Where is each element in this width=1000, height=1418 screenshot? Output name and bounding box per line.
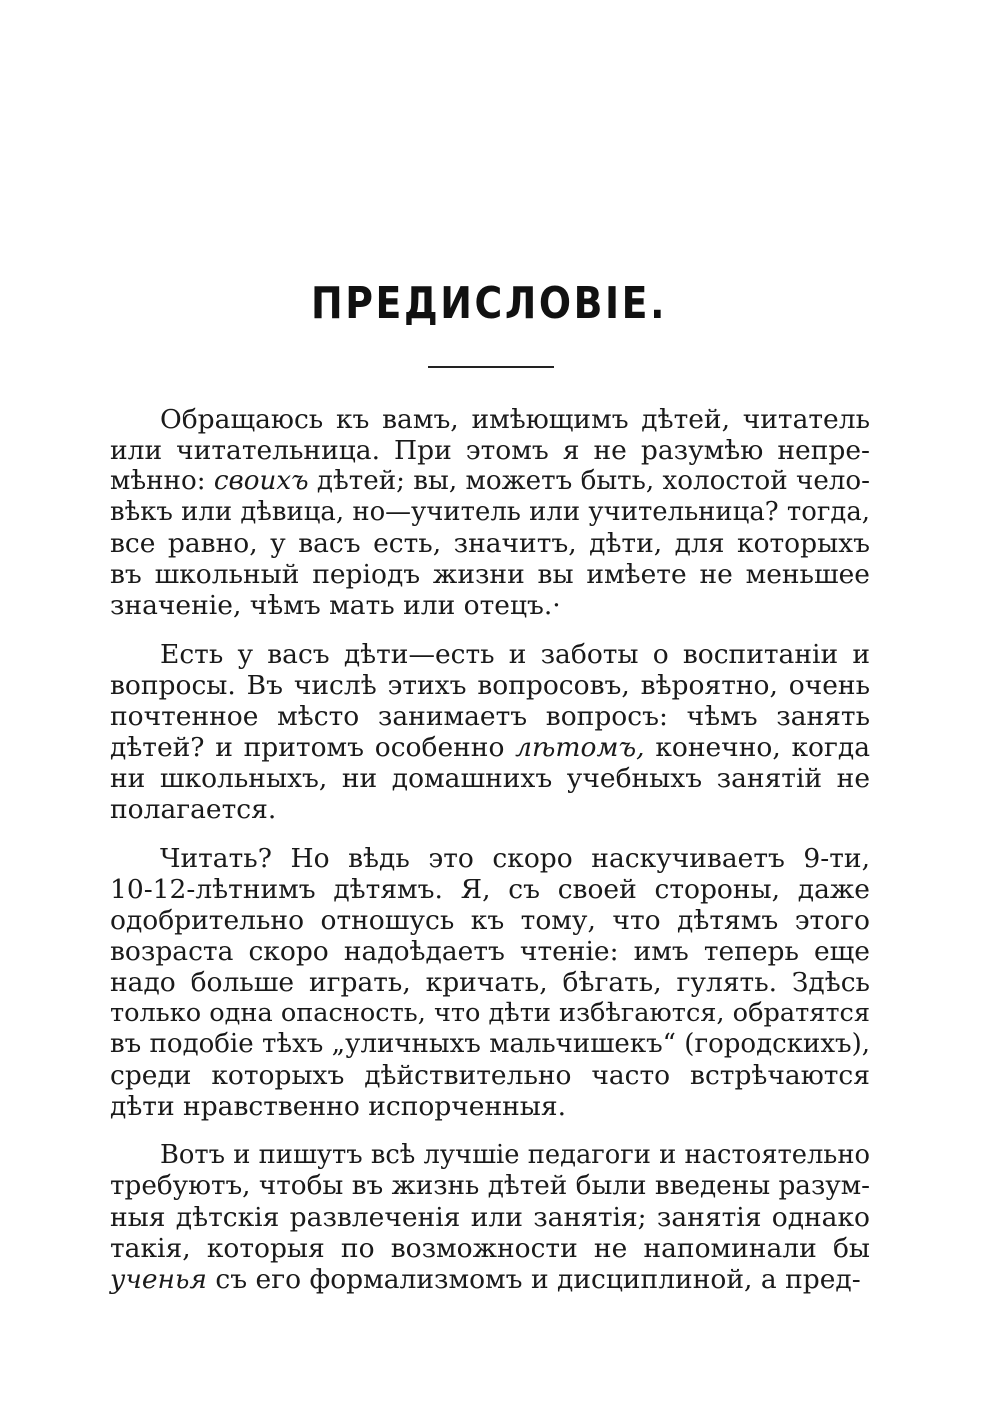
text-line: полагается. <box>110 794 277 825</box>
text-line: одобрительно отношусь къ тому, что дѣтямъ этого <box>110 905 870 936</box>
title-divider <box>428 366 554 368</box>
text-line: почтенное мѣсто занимаетъ вопросъ: чѣмъ занять <box>110 701 870 732</box>
text-line: вопросы. Въ числѣ этихъ вопросовъ, вѣроятно, очень <box>110 670 870 701</box>
text-line: среди которыхъ дѣйствительно часто встрѣчаются <box>110 1060 870 1091</box>
paragraph-gap <box>110 621 870 639</box>
paragraph-gap <box>110 825 870 843</box>
text-line: или читательница. При этомъ я не разумѣю непре- <box>110 435 870 466</box>
body-text <box>110 404 870 1295</box>
text-line: ныя дѣтскія развлеченія или занятія; занятія однако <box>110 1202 870 1233</box>
text-line: возраста скоро надоѣдаетъ чтеніе: имъ теперь еще <box>110 936 870 967</box>
text-line: такія, которыя по возможности не напоминали бы <box>110 1233 870 1264</box>
text-line: дѣти нравственно испорченныя. <box>110 1091 567 1122</box>
text-line: ни школьныхъ, ни домашнихъ учебныхъ занятій не <box>110 763 870 794</box>
text-line: только одна опасность, что дѣти избѣгаются, обратятся <box>110 998 870 1028</box>
text-line: Обращаюсь къ вамъ, имѣющимъ дѣтей, читатель <box>160 404 870 435</box>
text-line: мѣнно: своихъ дѣтей; вы, можетъ быть, холостой чело- <box>110 466 870 496</box>
text-line: надо больше играть, кричать, бѣгать, гулять. Здѣсь <box>110 967 870 998</box>
paragraph <box>110 843 870 1122</box>
text-line: Читать? Но вѣдь это скоро наскучиваетъ 9-ти, <box>160 843 870 874</box>
paragraph <box>110 639 870 825</box>
paragraph-gap <box>110 1122 870 1140</box>
text-line: все равно, у васъ есть, значитъ, дѣти, для которыхъ <box>110 528 870 559</box>
italic-emphasis: своихъ <box>213 466 309 496</box>
italic-emphasis: лѣтомъ, <box>515 732 645 763</box>
text-line: дѣтей? и притомъ особенно лѣтомъ, конечно, когда <box>110 732 870 763</box>
text-line: Вотъ и пишутъ всѣ лучшіе педагоги и настоятельно <box>160 1140 870 1170</box>
italic-emphasis: ученья <box>110 1264 207 1295</box>
text-line: въ школьный періодъ жизни вы имѣете не меньшее <box>110 559 870 590</box>
paragraph <box>110 404 870 621</box>
text-line: вѣкъ или дѣвица, но—учитель или учительница? тогда, <box>110 497 870 527</box>
text-line: 10-12-лѣтнимъ дѣтямъ. Я, съ своей стороны, даже <box>110 874 870 905</box>
page-title: ПРЕДИСЛОВІЕ. <box>310 278 668 329</box>
paragraph <box>110 1140 870 1295</box>
text-line: значеніе, чѣмъ мать или отецъ.· <box>110 590 561 621</box>
text-line: требуютъ, чтобы въ жизнь дѣтей были введены разум- <box>110 1171 870 1201</box>
text-line: Есть у васъ дѣти—есть и заботы о воспитаніи и <box>160 639 870 670</box>
text-line: ученья съ его формализмомъ и дисциплиной, а пред- <box>110 1264 861 1295</box>
text-line: въ подобіе тѣхъ „уличныхъ мальчишекъ“ (городскихъ), <box>110 1029 870 1059</box>
